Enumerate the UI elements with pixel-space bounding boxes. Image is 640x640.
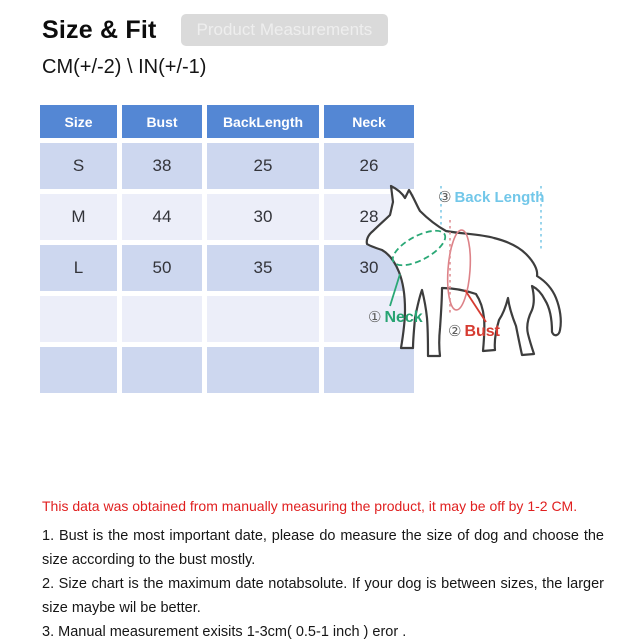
table-row (40, 194, 414, 240)
cell-backlength (207, 347, 319, 393)
product-measurements-badge[interactable]: Product Measurements (181, 14, 389, 46)
cell-size: M (40, 194, 117, 240)
table-row (40, 143, 414, 189)
table-header-row (40, 105, 414, 138)
cell-backlength: 30 (207, 194, 319, 240)
cell-neck: 26 (324, 143, 414, 189)
circled-2-icon: ② (448, 323, 462, 340)
back-length-text: Back Length (454, 189, 545, 206)
circled-3-icon: ③ (438, 189, 452, 206)
cell-bust (122, 347, 202, 393)
table-row (40, 245, 414, 291)
column-header-bust: Bust (122, 105, 202, 138)
cell-backlength: 35 (207, 245, 319, 291)
cell-size (40, 347, 117, 393)
cell-bust: 50 (122, 245, 202, 291)
neck-label (368, 308, 423, 327)
cell-size: S (40, 143, 117, 189)
cell-backlength (207, 296, 319, 342)
note-item-3: 3. Manual measurement exisits 1-3cm( 0.5-1 inch ) eror . (42, 624, 407, 640)
back-length-label (438, 188, 544, 206)
cell-bust: 38 (122, 143, 202, 189)
note-item-2: 2. Size chart is the maximum date notabsolute. If your dog is between sizes, the larger size maybe wil be better. (42, 576, 604, 616)
page-header (42, 14, 388, 46)
dog-measurement-diagram (362, 178, 620, 380)
table-row-empty (40, 347, 414, 393)
cell-bust: 44 (122, 194, 202, 240)
circled-1-icon: ① (368, 309, 382, 326)
cell-backlength: 25 (207, 143, 319, 189)
units-tolerance-line: CM(+/-2) \ IN(+/-1) (42, 56, 207, 78)
column-header-backlength: BackLength (207, 105, 319, 138)
cell-size (40, 296, 117, 342)
neck-leader-line (390, 274, 400, 306)
cell-neck: 30 (324, 245, 414, 291)
cell-size: L (40, 245, 117, 291)
cell-neck: 28 (324, 194, 414, 240)
bust-label (448, 322, 500, 341)
column-header-neck: Neck (324, 105, 414, 138)
column-header-size: Size (40, 105, 117, 138)
sizing-notes (42, 524, 604, 640)
page-title: Size & Fit (42, 15, 157, 44)
bust-text: Bust (464, 323, 501, 340)
dog-outline-drawing (362, 178, 620, 380)
table-row-empty (40, 296, 414, 342)
measurement-warning-text: This data was obtained from manually measuring the product, it may be off by 1-2 CM. (42, 498, 578, 514)
neck-text: Neck (384, 309, 423, 326)
cell-bust (122, 296, 202, 342)
note-item-1: 1. Bust is the most important date, please do measure the size of dog and choose the size according to the bust mostly. (42, 528, 604, 568)
